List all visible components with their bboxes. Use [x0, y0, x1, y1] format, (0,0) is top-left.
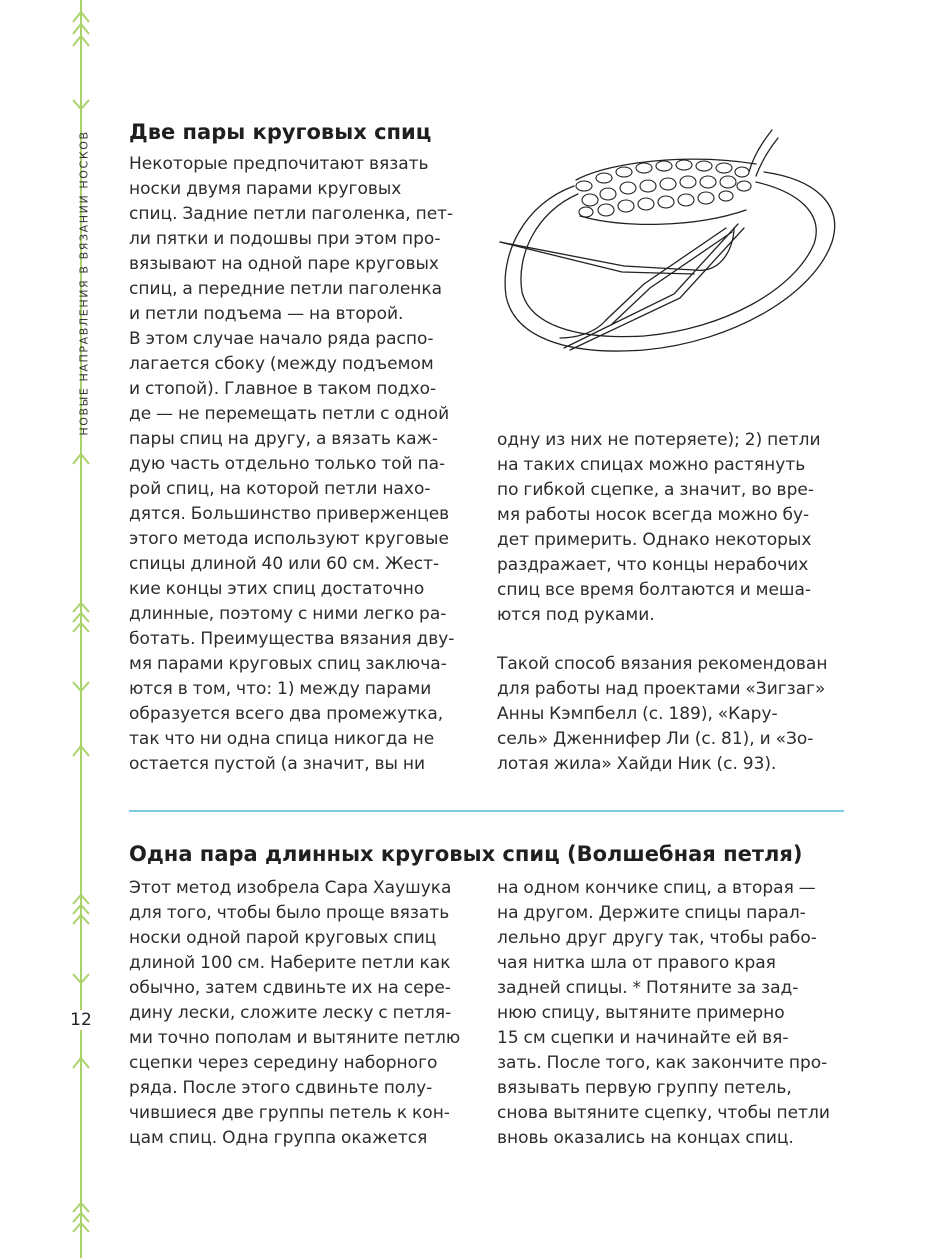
chevron-down-icon: [70, 968, 92, 988]
running-head: [76, 124, 91, 442]
triple-chevron-icon: [70, 600, 92, 638]
body-column: Некоторые предпочитают вязать носки двумя парами круговых спиц. Задние петли паголенка, пет- ли пятки и подошвы при этом про- вязывают на одной паре круговых спиц, а передние петли паголенка и петли подъема — на второй. В этом случае начало ряда распо- лагается сбоку (между подъемом и стопой). Главное в таком подхо- де — не перемещать петли с одной пары спиц на другу, а вязать каж- дую часть отдельно только той па- рой спиц, на которой петли нахо- дятся. Большинство приверженцев этого метода используют круговые спицы длиной 40 или 60 см. Жест- кие концы этих спиц достаточно длинные, поэтому с ними легко ра- ботать. Преимущества вязания дву- мя парами круговых спиц заключа- ются в том, что: 1) между парами образуется всего два промежутка, так что ни одна спица никогда не остается пустой (а значит, вы ни: [129, 154, 455, 774]
recommendation-paragraph: Такой способ вязания рекомендован для работы над проектами «Зигзаг» Анны Кэмпбелл (с. 189), «Кару- сель» Дженнифер Ли (с. 81), и «Зо- лотая жила» Хайди Ник (с. 93).: [497, 654, 828, 774]
triple-chevron-icon: [70, 892, 92, 930]
knitting-needles-illustration: [494, 124, 854, 364]
body-column: Этот метод изобрела Сара Хаушука для того, чтобы было проще вязать носки одной парой круговых спиц длиной 100 см. Наберите петли как обычно, затем сдвиньте их на сере- дину лески, сложите леску с петля- ми точно пополам и вытяните петлю сцепки через середину наборного ряда. После этого сдвиньте полу- чившиеся две группы петель к кон- цам спиц. Одна группа окажется: [129, 878, 461, 1148]
triple-chevron-icon: [70, 1200, 92, 1240]
section-title: Одна пара длинных круговых спиц (Волшебная петля): [129, 842, 803, 866]
section-divider: [129, 810, 844, 812]
chevron-up-icon: [70, 1052, 92, 1074]
chevron-down-icon: [70, 676, 92, 696]
section-title: Две пары круговых спиц: [129, 120, 432, 144]
page-number: 12: [62, 1010, 100, 1030]
double-chevron-icon: [70, 0, 92, 52]
chevron-up-icon: [70, 448, 92, 470]
chevron-down-icon: [70, 94, 92, 114]
chevron-up-icon: [70, 740, 92, 762]
running-head-text: НОВЫЕ НАПРАВЛЕНИЯ В ВЯЗАНИИ НОСКОВ: [77, 130, 90, 436]
body-column: на одном кончике спиц, а вторая — на другом. Держите спицы парал- лельно друг другу так, чтобы рабо- чая нитка шла от правого края задней спицы. * Потяните за зад- нюю спицу, вытяните примерно 15 см сцепки и начинайте ей вя- зать. После того, как закончите про- вязывать первую группу петель, снова вытяните сцепку, чтобы петли вновь оказались на концах спиц.: [497, 878, 830, 1148]
body-column: одну из них не потеряете); 2) петли на таких спицах можно растянуть по гибкой сцепке, а значит, во вре- мя работы носок всегда можно бу- дет примерить. Однако некоторых раздражает, что концы нерабочих спиц все время болтаются и меша- ются под руками.: [497, 430, 821, 625]
